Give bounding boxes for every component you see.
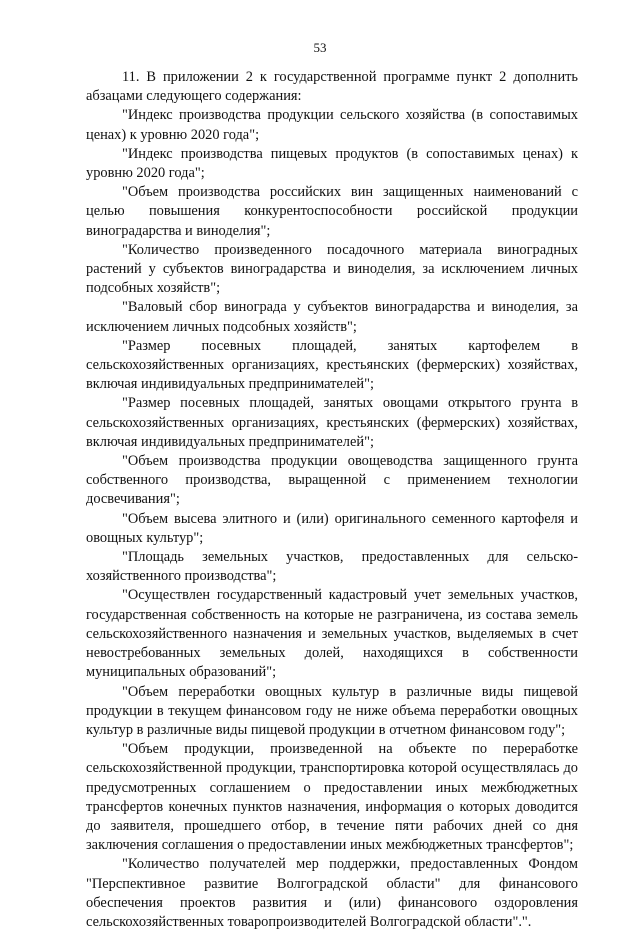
indicator-paragraph-12: "Объем переработки овощных культур в различные виды пищевой продукции в текущем финансовом году не ниже объема переработки овощных культур в различные виды пищевой продукции в отчетном финансовом году"; — [86, 683, 578, 738]
indicator-paragraph-3: "Объем производства российских вин защищенных наименований с целью повышения конкурентоспособности российской продукции виноградарства и виноделия"; — [86, 184, 578, 239]
indicator-paragraph-5: "Валовый сбор винограда у субъектов виноградарства и виноделия, за исключением личных подсобных хозяйств"; — [86, 299, 578, 335]
indicator-paragraph-8: "Объем производства продукции овощеводства защищенного грунта собственного производства, выращенной с применением технологии досвечивания"; — [86, 453, 578, 508]
indicator-paragraph-10: "Площадь земельных участков, предоставленных для сельско-хозяйственного производства"; — [86, 549, 578, 585]
document-body — [86, 68, 578, 932]
page-number: 53 — [313, 40, 327, 55]
indicator-paragraph-11: "Осуществлен государственный кадастровый учет земельных участков, государственная собственность на которые не разграничена, из состава земель сельскохозяйственного назначения и земельных участков, выделяемых в счет невостребованных земельных долей, находящихся в собственности муниципальных образований"; — [86, 587, 578, 681]
indicator-paragraph-4: "Количество произведенного посадочного материала виноградных растений у субъектов виноградарства и виноделия, за исключением личных подсобных хозяйств"; — [86, 241, 578, 297]
indicator-paragraph-6: "Размер посевных площадей, занятых картофелем в сельскохозяйственных организациях, крестьянских (фермерских) хозяйствах, включая индивидуальных предпринимателей"; — [86, 337, 578, 393]
intro-paragraph: 11. В приложении 2 к государственной программе пункт 2 дополнить абзацами следующего содержания: — [86, 69, 578, 105]
indicator-paragraph-14: "Количество получателей мер поддержки, предоставленных Фондом "Перспективное развитие Волгоградской области" для финансового обеспечения проектов развития и (или) финансового оздоровления сельскохозяйственных товаропроизводителей Волгоградской области".". — [86, 856, 578, 930]
indicator-paragraph-1: "Индекс производства продукции сельского хозяйства (в сопоставимых ценах) к уровню 2020 года"; — [86, 107, 578, 143]
indicator-paragraph-2: "Индекс производства пищевых продуктов (в сопоставимых ценах) к уровню 2020 года"; — [86, 145, 578, 182]
indicator-paragraph-7: "Размер посевных площадей, занятых овощами открытого грунта в сельскохозяйственных организациях, крестьянских (фермерских) хозяйствах, включая индивидуальных предпринимателей"; — [86, 395, 578, 450]
indicator-paragraph-13: "Объем продукции, произведенной на объекте по переработке сельскохозяйственной продукции, транспортировка которой осуществлялась до предусмотренных соглашением о предоставлении иных межбюджетных трансфертов конечных пунктов назначения, информация о которых доводится до заявителя, прошедшего отбор, в течение пяти рабочих дней со дня заключения соглашения о предоставлении иных межбюджетных трансфертов"; — [86, 741, 578, 854]
indicator-paragraph-9: "Объем высева элитного и (или) оригинального семенного картофеля и овощных культур"; — [86, 510, 578, 546]
